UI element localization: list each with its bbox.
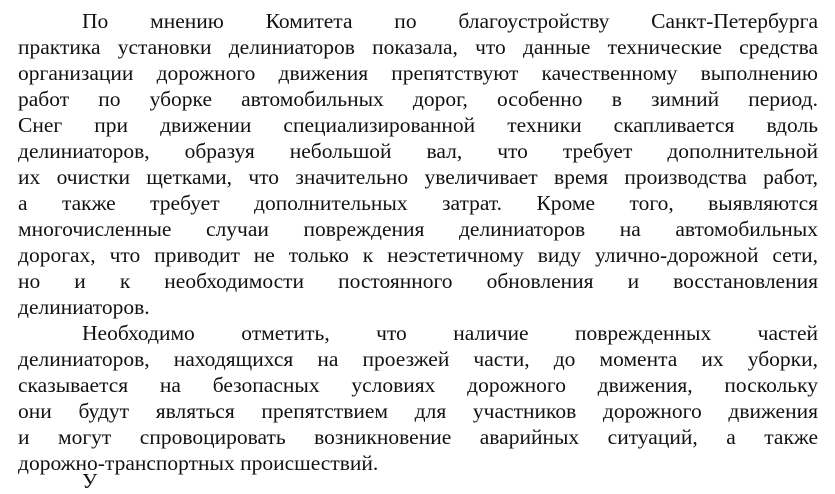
paragraph-2-line-2: делиниаторов, находящихся на проезжей части, до момента их уборки,: [18, 347, 818, 371]
paragraph-1-line-8: а также требует дополнительных затрат. Кроме того, выявляются: [18, 191, 818, 215]
paragraph-1-line-11: но и к необходимости постоянного обновления и восстановления: [18, 269, 818, 293]
paragraph-1-line-6: делиниаторов, образуя небольшой вал, что требует дополнительной: [18, 139, 818, 163]
cut-off-next-line: [82, 468, 142, 493]
paragraph-1-line-5: Снег при движении специализированной техники скапливается вдоль: [18, 113, 818, 137]
paragraph-1-line-3: организации дорожного движения препятствуют качественному выполнению: [18, 61, 818, 85]
paragraph-2-line-6: дорожно-транспортных происшествий.: [18, 451, 379, 475]
cut-off-line-text: У: [82, 469, 98, 493]
paragraph-1-line-9: многочисленные случаи повреждения делиниаторов на автомобильных: [18, 217, 818, 241]
paragraph-2-line-3: сказывается на безопасных условиях дорожного движения, поскольку: [18, 373, 818, 397]
paragraph-1-line-10: дорогах, что приводит не только к неэстетичному виду улично-дорожной сети,: [18, 243, 818, 267]
paragraph-1-line-7: их очистки щетками, что значительно увеличивает время производства работ,: [18, 165, 818, 189]
paragraph-2-line-4: они будут являться препятствием для участников дорожного движения: [18, 399, 818, 423]
paragraph-1-line-12: делиниаторов.: [18, 295, 150, 319]
paragraph-1-line-2: практика установки делиниаторов показала, что данные технические средства: [18, 35, 818, 59]
paragraph-2-line-5: и могут спровоцировать возникновение аварийных ситуаций, а также: [18, 425, 818, 449]
paragraph-1-line-1: По мнению Комитета по благоустройству Санкт-Петербурга: [82, 9, 818, 33]
paragraph-1-line-4: работ по уборке автомобильных дорог, особенно в зимний период.: [18, 87, 818, 111]
paragraph-2-line-1: Необходимо отметить, что наличие поврежденных частей: [82, 321, 818, 345]
